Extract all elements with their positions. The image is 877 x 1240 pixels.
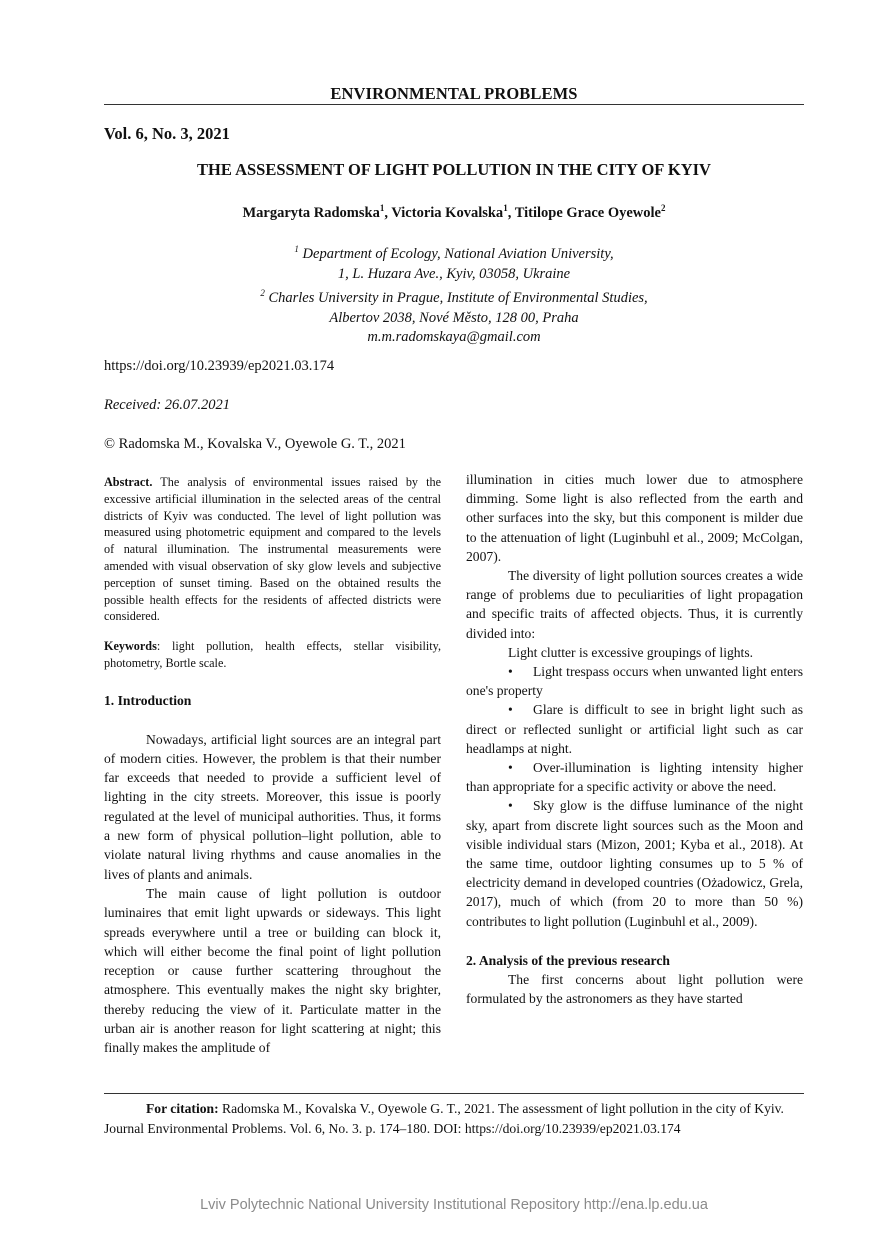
author-separator: ,: [384, 204, 392, 221]
author-name: Victoria Kovalska: [391, 204, 504, 221]
bullet-icon: •: [508, 760, 513, 776]
citation-text: Radomska M., Kovalska V., Oyewole G. T., 2021. The assessment of light pollution in the city of Kyiv. Journal Environmental Problems. Vol. 6, No. 3. p. 174–180. DOI: https://doi.org/10.23939/ep2021.03.174: [104, 1101, 784, 1136]
bullet-item: [466, 796, 803, 930]
author-affil-mark: 1: [503, 203, 508, 213]
author-name: Margaryta Radomska: [242, 204, 380, 221]
bullet-icon: •: [508, 664, 513, 680]
author-list: [104, 203, 804, 222]
abstract-label: Abstract.: [104, 475, 153, 489]
right-column: [466, 470, 803, 1008]
affil-text: Department of Ecology, National Aviation University,: [298, 245, 614, 262]
citation-note: [104, 1099, 804, 1138]
bullet-icon: •: [508, 798, 513, 814]
repository-watermark: Lviv Polytechnic National University Institutional Repository http://ena.lp.edu.ua: [200, 1197, 708, 1213]
affiliation-2-line1: [104, 284, 804, 309]
abstract: [104, 474, 441, 625]
footer-rule: [104, 1093, 804, 1094]
citation-label: For citation:: [146, 1101, 219, 1116]
affiliations: [104, 240, 804, 348]
left-column: [104, 474, 441, 1058]
section-heading-previous-research: 2. Analysis of the previous research: [466, 952, 670, 968]
author-affil-mark: 2: [661, 203, 666, 213]
contact-email[interactable]: m.m.radomskaya@gmail.com: [367, 329, 541, 346]
section-heading-introduction: 1. Introduction: [104, 692, 192, 708]
author-affil-mark: 1: [379, 203, 385, 213]
abstract-text: The analysis of environmental issues raised by the excessive artificial illumination in the selected areas of the central districts of Kyiv was conducted. The level of light pollution was measured using photometric equipment and compared to the levels of natural illumination. The instrumental measurements were amended with visual observation of sky glow levels and subjective perception of sunset timing. Based on the obtained results the possible health effects for the residents of affected districts were considered.: [104, 475, 441, 624]
affil-mark: 2: [260, 288, 265, 299]
volume-info: Vol. 6, No. 3, 2021: [104, 124, 230, 143]
affiliation-1-line2: 1, L. Huzara Ave., Kyiv, 03058, Ukraine: [337, 265, 571, 282]
paragraph-continued: illumination in cities much lower due to atmosphere dimming. Some light is also reflected from the earth and other surfaces into the sky, but this component is milder due to the attenuation of light (Luginbuhl et al., 2009; McColgan, 2007).: [466, 472, 803, 564]
bullet-text: Light trespass occurs when unwanted light enters one's property: [466, 664, 803, 699]
author-name: Titilope Grace Oyewole: [514, 204, 661, 221]
bullet-text: Over-illumination is lighting intensity higher than appropriate for a specific activity or above the need.: [466, 760, 803, 795]
bullet-text: Glare is difficult to see in bright light such as direct or reflected sunlight or artificial light such as car headlamps at night.: [466, 702, 803, 756]
affil-mark: 1: [294, 244, 299, 254]
light-clutter-item: Light clutter is excessive groupings of lights.: [508, 644, 754, 660]
affiliation-1-line1: [104, 240, 804, 265]
header-rule: [104, 104, 804, 105]
paragraph: The main cause of light pollution is outdoor luminaires that emit light upwards or sideways. This light spreads everywhere until a tree or building can block it, which will either become the final point of light pollution reception or cause further scattering throughout the atmosphere. This eventually makes the night sky brighter, thereby reducing the view of it. Particulate matter in the urban air is another reason for light scattering at night; this finally makes the amplitude of: [104, 885, 441, 1056]
received-date: Received: 26.07.2021: [104, 397, 231, 413]
journal-header: ENVIRONMENTAL PROBLEMS: [330, 84, 578, 103]
author-separator: ,: [507, 204, 515, 221]
article-title: THE ASSESSMENT OF LIGHT POLLUTION IN THE CITY OF KYIV: [197, 160, 711, 179]
bullet-icon: •: [508, 702, 513, 718]
keywords-text: : light pollution, health effects, stellar visibility, photometry, Bortle scale.: [104, 639, 441, 670]
bullet-item: [466, 758, 803, 796]
copyright-line: © Radomska M., Kovalska V., Oyewole G. T., 2021: [104, 436, 406, 452]
paragraph: Nowadays, artificial light sources are an integral part of modern cities. However, the problem is that their number far exceeds that needed to provide a sufficient level of lighting in the city streets. Moreover, this issue is poorly regulated at the level of municipal authorities. Thus, it forms a new form of physical pollution–light pollution, able to violate natural living rhythms and cause anomalies in the lives of plants and animals.: [104, 731, 441, 882]
keywords-label: Keywords: [104, 639, 157, 654]
introduction-body: [104, 730, 441, 1058]
doi-link[interactable]: https://doi.org/10.23939/ep2021.03.174: [104, 358, 335, 374]
affil-text: Charles University in Prague, Institute of Environmental Studies,: [264, 290, 648, 307]
keywords: [104, 638, 441, 672]
affiliation-2-line2: Albertov 2038, Nové Město, 128 00, Praha: [329, 309, 579, 326]
bullet-item: [466, 662, 803, 700]
paragraph: The diversity of light pollution sources creates a wide range of problems due to peculiarities of light propagation and specific traits of affected objects. Thus, it is currently divided into:: [466, 568, 803, 641]
bullet-text: Sky glow is the diffuse luminance of the night sky, apart from discrete light sources such as the Moon and visible individual stars (Mizon, 2001; Kyba et al., 2018). At the same time, outdoor lighting consumes up to 5 % of electricity demand in developed countries (Ożadowicz, Grela, 2017), much of which (from 20 to more than 50 %) contributes to light pollution (Luginbuhl et al., 2009).: [466, 798, 803, 929]
paragraph: The first concerns about light pollution were formulated by the astronomers as they have started: [466, 972, 803, 1007]
bullet-item: [466, 700, 803, 758]
